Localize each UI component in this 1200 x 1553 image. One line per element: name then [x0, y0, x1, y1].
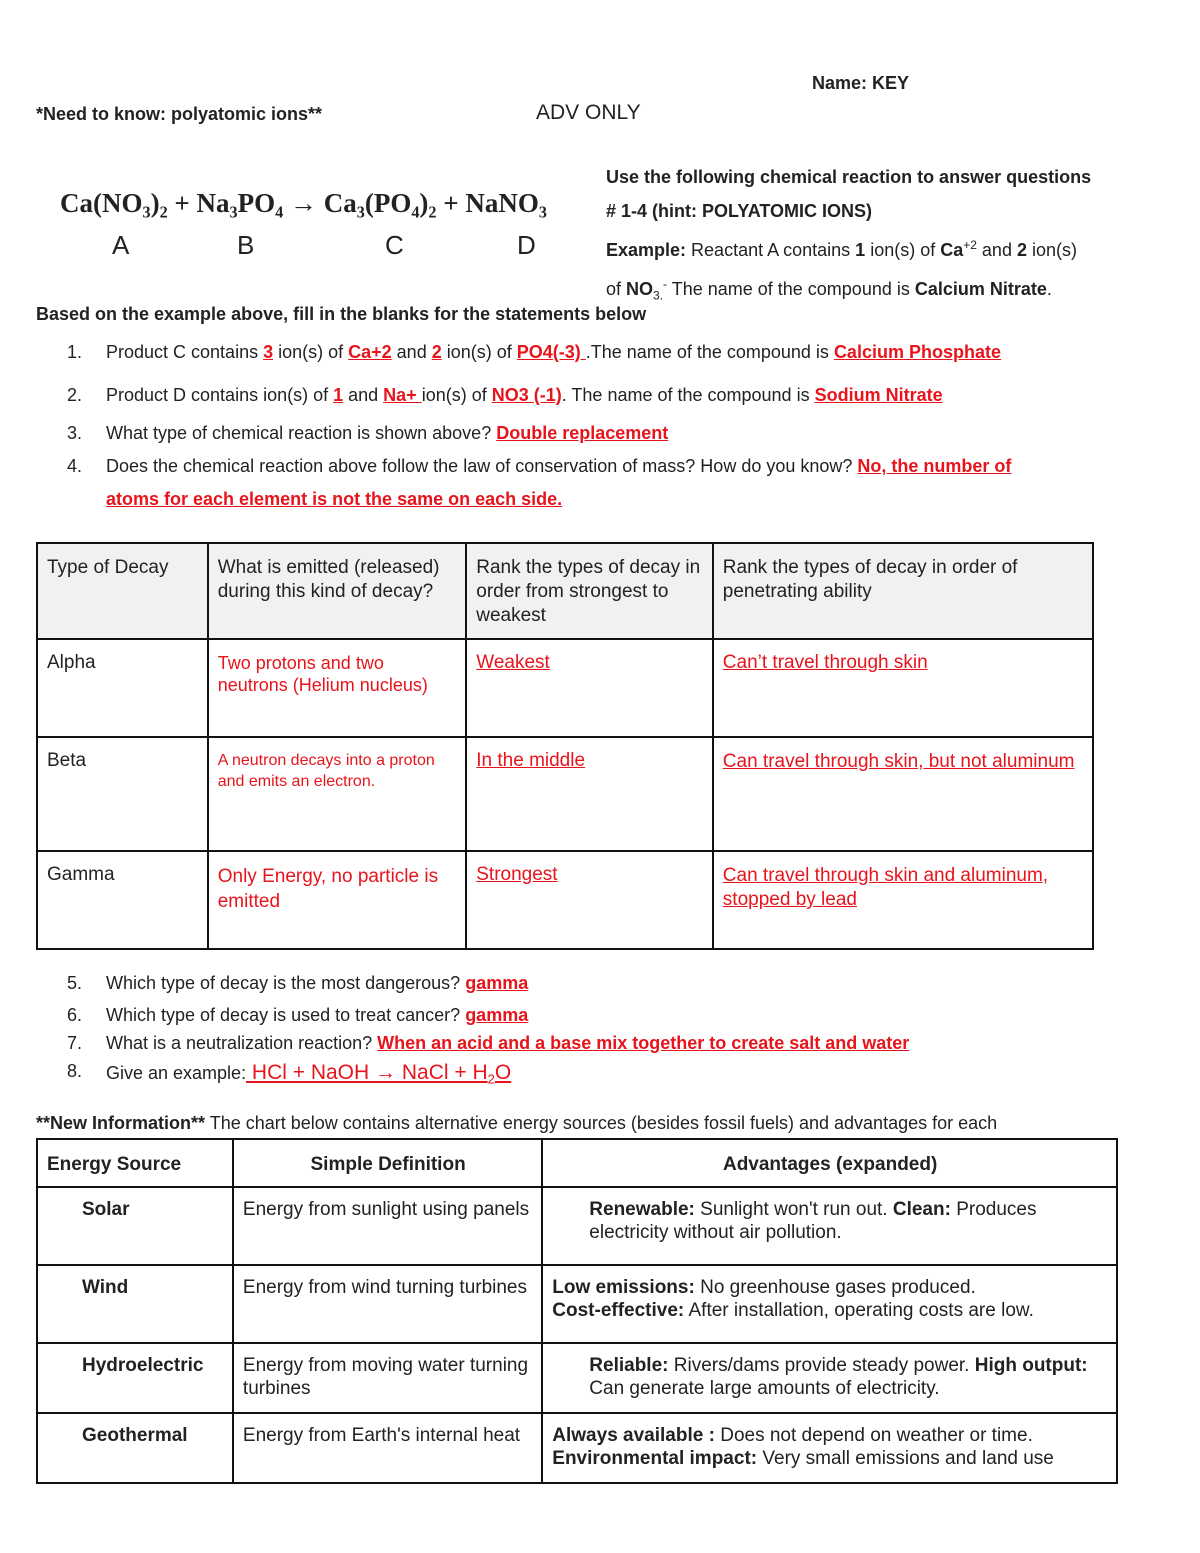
decay-strength: Weakest — [466, 639, 713, 737]
header-type: Type of Decay — [37, 543, 208, 639]
instructions-line2: # 1-4 (hint: POLYATOMIC IONS) — [606, 201, 873, 221]
header-strength: Rank the types of decay in order from strongest to weakest — [466, 543, 713, 639]
question-2: 2. Product D contains ion(s) of 1 and Na+ ion(s) of NO3 (-1). The name of the compound is Sodium Nitrate — [66, 385, 943, 405]
decay-table — [36, 542, 1094, 950]
question-4: 4. Does the chemical reaction above follow the law of conservation of mass? How do you know? No, the number of — [66, 456, 1012, 476]
decay-emitted: A neutron decays into a proton and emits an electron. — [208, 737, 467, 851]
table-row — [37, 1413, 1117, 1483]
decay-penetration: Can travel through skin, but not aluminum — [713, 737, 1093, 851]
energy-source: Hydroelectric — [37, 1343, 233, 1413]
energy-source: Geothermal — [37, 1413, 233, 1483]
decay-type: Alpha — [37, 639, 208, 737]
table-row — [37, 639, 1093, 737]
question-5: 5. Which type of decay is the most dangerous? gamma — [66, 973, 529, 993]
header-emitted: What is emitted (released) during this kind of decay? — [208, 543, 467, 639]
energy-advantages: Reliable: Rivers/dams provide steady power. High output: Can generate large amounts of electricity. — [542, 1343, 1117, 1413]
name-label: Name: KEY — [812, 73, 910, 93]
label-b: B — [237, 230, 255, 260]
example-line2: of $NO_{3.}^-$ The name of the compound is Calcium Nitrate. — [606, 277, 1052, 303]
example-label: Example: — [606, 240, 687, 260]
example-line: Example: Reactant A contains 1 ion(s) of $Ca^{+2}$ and 2 ion(s) — [606, 238, 1077, 260]
header-penetration: Rank the types of decay in order of penetrating ability — [713, 543, 1093, 639]
label-c: C — [385, 230, 404, 260]
decay-type: Gamma — [37, 851, 208, 949]
header-definition: Simple Definition — [233, 1139, 542, 1187]
table-row — [37, 1343, 1117, 1413]
decay-emitted: Two protons and two neutrons (Helium nucleus) — [208, 639, 467, 737]
instructions — [606, 160, 1176, 313]
table-row — [37, 1265, 1117, 1343]
energy-source: Solar — [37, 1187, 233, 1265]
energy-advantages: Always available : Does not depend on weather or time. Environmental impact: Very small emissions and land use — [542, 1413, 1117, 1483]
new-information: **New Information** The chart below contains alternative energy sources (besides fossil fuels) and advantages for each — [36, 1113, 998, 1133]
question-8: 8. Give an example: HCl + NaOH → NaCl + $H_2O$ — [66, 1061, 512, 1087]
chemical-equation: Ca(NO₃)₂ + Na₃PO₄ → Ca₃(PO₄)₂ + NaNO₃ — [60, 188, 547, 218]
decay-strength: In the middle — [466, 737, 713, 851]
decay-strength: Strongest — [466, 851, 713, 949]
label-a: A — [112, 230, 130, 260]
table-row — [37, 1187, 1117, 1265]
table-row — [37, 737, 1093, 851]
decay-type: Beta — [37, 737, 208, 851]
question-7: 7. What is a neutralization reaction? When an acid and a base mix together to create salt and water — [66, 1033, 910, 1053]
new-information-label: **New Information** — [36, 1113, 206, 1133]
instructions-line1: Use the following chemical reaction to answer questions — [606, 167, 1092, 187]
energy-table — [36, 1138, 1118, 1484]
energy-table-header — [37, 1139, 1117, 1187]
question-3: 3. What type of chemical reaction is shown above? Double replacement — [66, 423, 669, 443]
example-compound: Calcium Nitrate — [914, 279, 1047, 299]
based-on-heading: Based on the example above, fill in the blanks for the statements below — [36, 304, 647, 324]
energy-definition: Energy from moving water turning turbines — [233, 1343, 542, 1413]
energy-advantages: Renewable: Sunlight won't run out. Clean: Produces electricity without air pollution. — [542, 1187, 1117, 1265]
label-d: D — [517, 230, 536, 260]
decay-emitted: Only Energy, no particle is emitted — [208, 851, 467, 949]
energy-definition: Energy from wind turning turbines — [233, 1265, 542, 1343]
question-1: 1. Product C contains 3 ion(s) of Ca+2 and 2 ion(s) of PO4(-3) .The name of the compound is Calcium Phosphate — [66, 342, 1001, 362]
decay-table-header — [37, 543, 1093, 639]
need-to-know-note: *Need to know: polyatomic ions** — [36, 104, 323, 124]
table-row — [37, 851, 1093, 949]
header-advantages: Advantages (expanded) — [542, 1139, 1117, 1187]
question-6: 6. Which type of decay is used to treat cancer? gamma — [66, 1005, 529, 1025]
energy-advantages: Low emissions: No greenhouse gases produced. Cost-effective: After installation, operating costs are low. — [542, 1265, 1117, 1343]
decay-penetration: Can travel through skin and aluminum, stopped by lead — [713, 851, 1093, 949]
decay-penetration: Can’t travel through skin — [713, 639, 1093, 737]
header-energy-source: Energy Source — [37, 1139, 233, 1187]
energy-definition: Energy from Earth's internal heat — [233, 1413, 542, 1483]
question-4-continued: atoms for each element is not the same on each side. — [106, 489, 563, 509]
adv-only-label: ADV ONLY — [536, 101, 641, 124]
energy-source: Wind — [37, 1265, 233, 1343]
energy-definition: Energy from sunlight using panels — [233, 1187, 542, 1265]
